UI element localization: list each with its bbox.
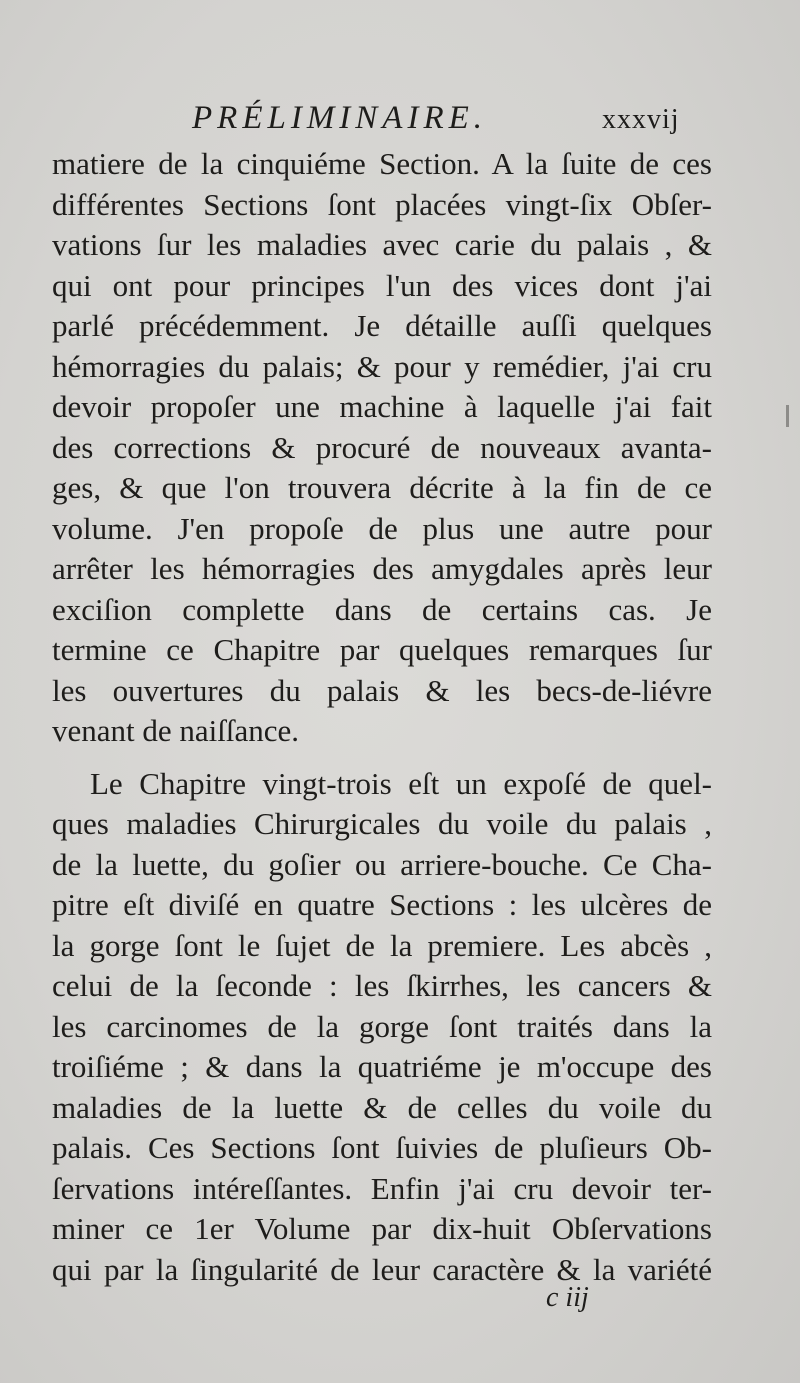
text-line: ges, & que l'on trouvera décrite à la fin de ce bbox=[52, 470, 712, 505]
text-line: Le Chapitre vingt-trois eſt un expoſé de quel- bbox=[90, 765, 712, 801]
text-line: celui de la ſeconde : les ſkirrhes, les cancers & bbox=[52, 968, 712, 1003]
text-line: vations ſur les maladies avec carie du palais , & bbox=[52, 227, 712, 262]
body-text bbox=[52, 144, 712, 1290]
text-line: arrêter les hémorragies des amygdales après leur bbox=[52, 551, 712, 586]
text-line: venant de naiſſance. bbox=[52, 713, 300, 748]
signature-mark: c iij bbox=[546, 1282, 589, 1313]
text-line: qui ont pour principes l'un des vices dont j'ai bbox=[52, 267, 712, 303]
text-line: palais. Ces Sections ſont ſuivies de pluſieurs Ob- bbox=[52, 1130, 712, 1165]
paragraph-1 bbox=[52, 144, 712, 752]
text-line: matiere de la cinquiéme Section. A la ſuite de ces bbox=[52, 146, 712, 181]
text-line: devoir propoſer une machine à laquelle j'ai fait bbox=[52, 389, 712, 424]
text-line: termine ce Chapitre par quelques remarques ſur bbox=[52, 632, 712, 667]
paragraph-2 bbox=[52, 764, 712, 1291]
page-header bbox=[0, 100, 800, 144]
text-line: différentes Sections ſont placées vingt-ſix Obſer- bbox=[52, 186, 712, 222]
text-line: parlé précédemment. Je détaille auſſi quelques bbox=[52, 308, 712, 343]
text-line: troiſiéme ; & dans la quatriéme je m'occupe des bbox=[52, 1049, 712, 1084]
page-number: xxxvij bbox=[602, 104, 680, 135]
text-line: la gorge ſont le ſujet de la premiere. Les abcès , bbox=[52, 927, 712, 963]
paragraph-gap bbox=[52, 752, 712, 764]
text-line: volume. J'en propoſe de plus une autre pour bbox=[52, 510, 712, 546]
text-line: qui par la ſingularité de leur caractère & la variété bbox=[52, 1251, 712, 1287]
text-line: de la luette, du goſier ou arriere-bouche. Ce Cha- bbox=[52, 846, 712, 882]
text-line: hémorragies du palais; & pour y remédier, j'ai cru bbox=[52, 348, 712, 384]
text-line: des corrections & procuré de nouveaux avanta- bbox=[52, 429, 712, 465]
text-line: les ouvertures du palais & les becs-de-liévre bbox=[52, 672, 712, 708]
text-line: ques maladies Chirurgicales du voile du palais , bbox=[52, 806, 712, 841]
text-line: maladies de la luette & de celles du voile du bbox=[52, 1089, 712, 1125]
text-line: les carcinomes de la gorge ſont traités dans la bbox=[52, 1008, 712, 1044]
page-edge-mark bbox=[786, 405, 789, 427]
running-title: PRÉLIMINAIRE. bbox=[192, 100, 488, 136]
text-line: miner ce 1er Volume par dix-huit Obſervations bbox=[52, 1211, 712, 1246]
text-line: ſervations intéreſſantes. Enfin j'ai cru devoir ter- bbox=[52, 1170, 712, 1206]
text-line: pitre eſt diviſé en quatre Sections : les ulcères de bbox=[52, 887, 712, 922]
text-line: exciſion complette dans de certains cas. Je bbox=[52, 591, 712, 627]
